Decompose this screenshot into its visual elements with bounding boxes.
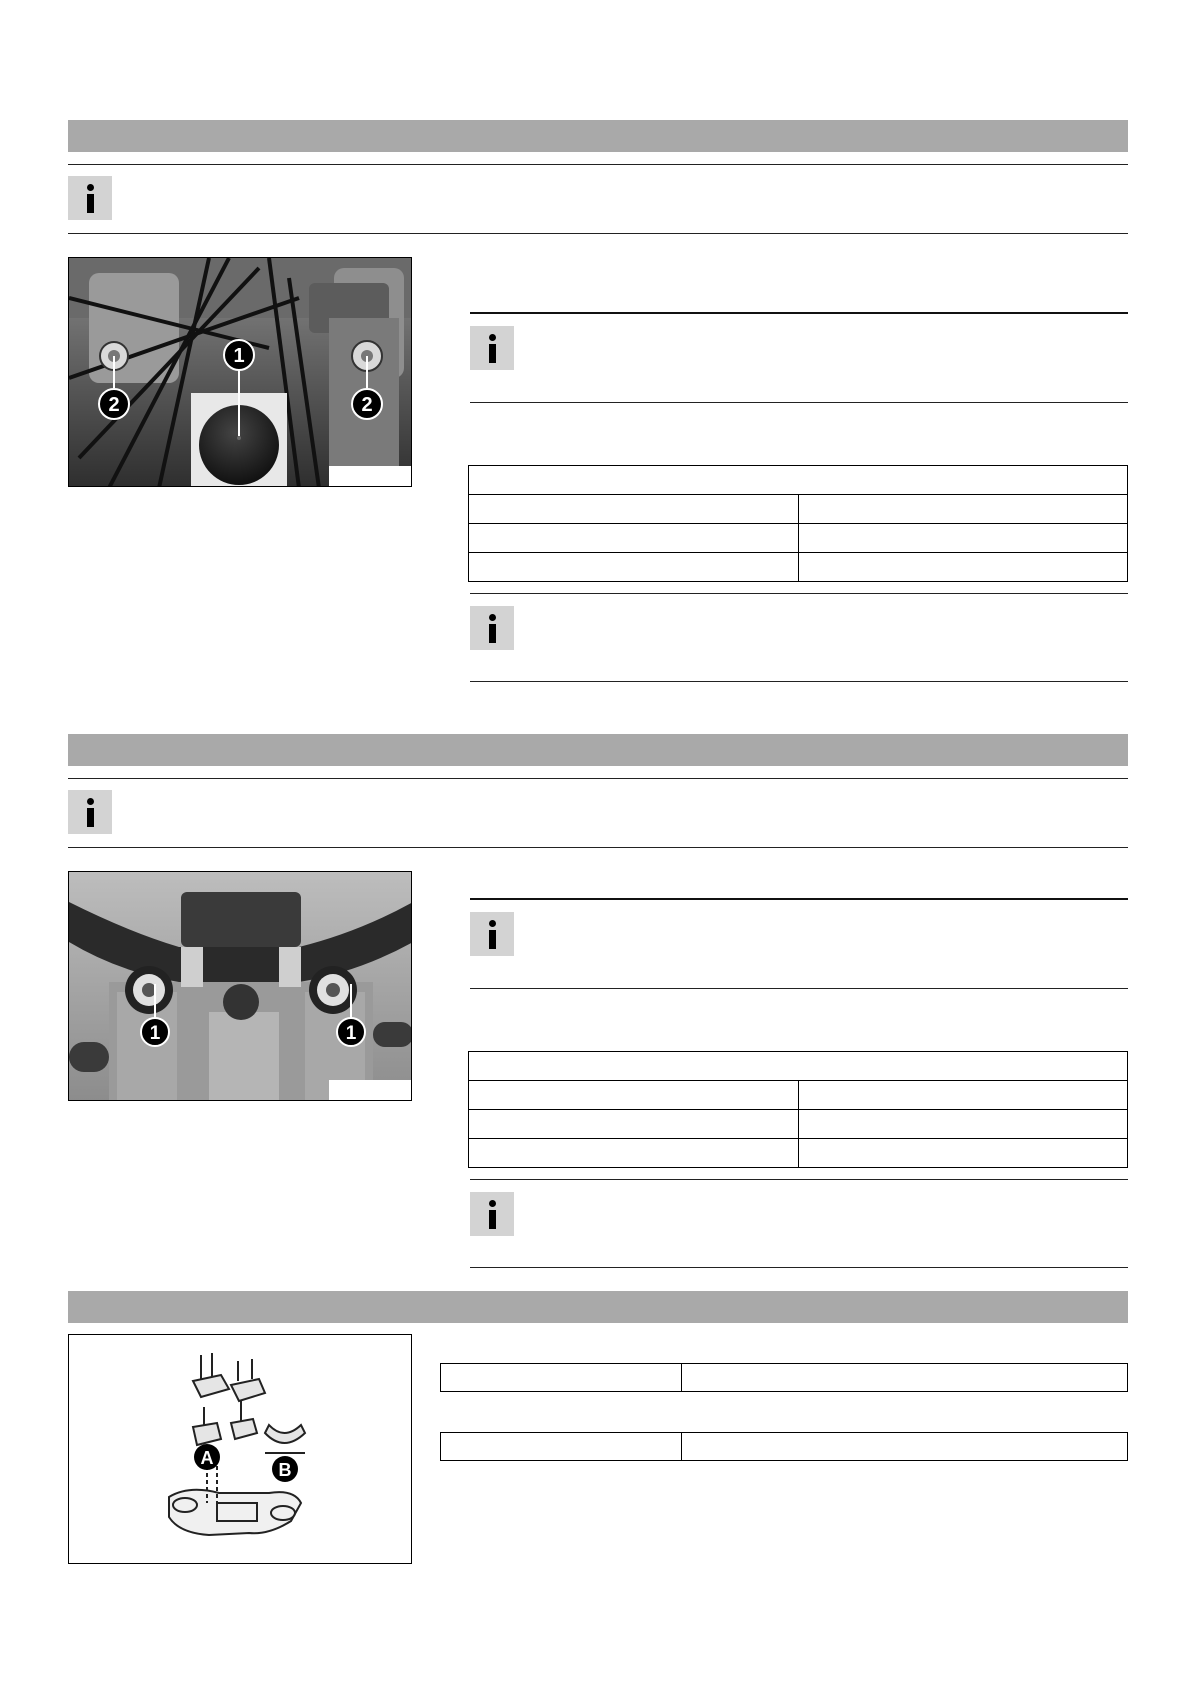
divider <box>470 402 1128 403</box>
divider <box>470 1267 1128 1268</box>
info-icon <box>470 912 514 956</box>
table-cell <box>682 1364 1128 1392</box>
divider <box>68 778 1128 779</box>
callout-1-left: 1 <box>149 1023 161 1044</box>
divider <box>470 898 1128 900</box>
divider <box>68 847 1128 848</box>
diagram-handlebar-clamp-positions <box>68 1334 412 1564</box>
table-cell <box>799 524 1128 553</box>
table-cell <box>799 553 1128 582</box>
table-cell <box>469 1110 799 1139</box>
table-cell <box>799 495 1128 524</box>
table-header <box>469 1052 1128 1081</box>
callout-1-right: 1 <box>345 1023 357 1044</box>
info-icon <box>68 790 112 834</box>
divider <box>470 988 1128 989</box>
divider <box>470 593 1128 594</box>
info-icon <box>470 606 514 650</box>
callout-a: A <box>200 1448 214 1468</box>
info-icon <box>470 326 514 370</box>
callout-2-left: 2 <box>108 394 120 416</box>
table-cell <box>799 1139 1128 1168</box>
divider <box>470 1179 1128 1180</box>
spec-table-2 <box>468 1051 1128 1168</box>
table-cell <box>799 1081 1128 1110</box>
spec-table-4 <box>440 1432 1128 1461</box>
table-cell <box>469 1139 799 1168</box>
callout-b: B <box>278 1460 292 1480</box>
table-cell <box>682 1433 1128 1461</box>
spec-table-3 <box>440 1363 1128 1392</box>
section-heading-bar-1 <box>68 120 1128 152</box>
table-cell <box>441 1364 682 1392</box>
photo-fork-cap <box>68 257 412 487</box>
table-cell <box>441 1433 682 1461</box>
table-cell <box>469 1081 799 1110</box>
callout-2-right: 2 <box>361 394 373 416</box>
divider <box>68 233 1128 234</box>
divider <box>68 164 1128 165</box>
table-cell <box>799 1110 1128 1139</box>
table-cell <box>469 553 799 582</box>
section-heading-bar-2 <box>68 734 1128 766</box>
table-header <box>469 466 1128 495</box>
spec-table-1 <box>468 465 1128 582</box>
table-cell <box>469 524 799 553</box>
section-heading-bar-3 <box>68 1291 1128 1323</box>
table-cell <box>469 495 799 524</box>
photo-handlebar-clamps <box>68 871 412 1101</box>
callout-1: 1 <box>233 345 245 367</box>
info-icon <box>470 1192 514 1236</box>
divider <box>470 681 1128 682</box>
info-icon <box>68 176 112 220</box>
divider <box>470 312 1128 314</box>
